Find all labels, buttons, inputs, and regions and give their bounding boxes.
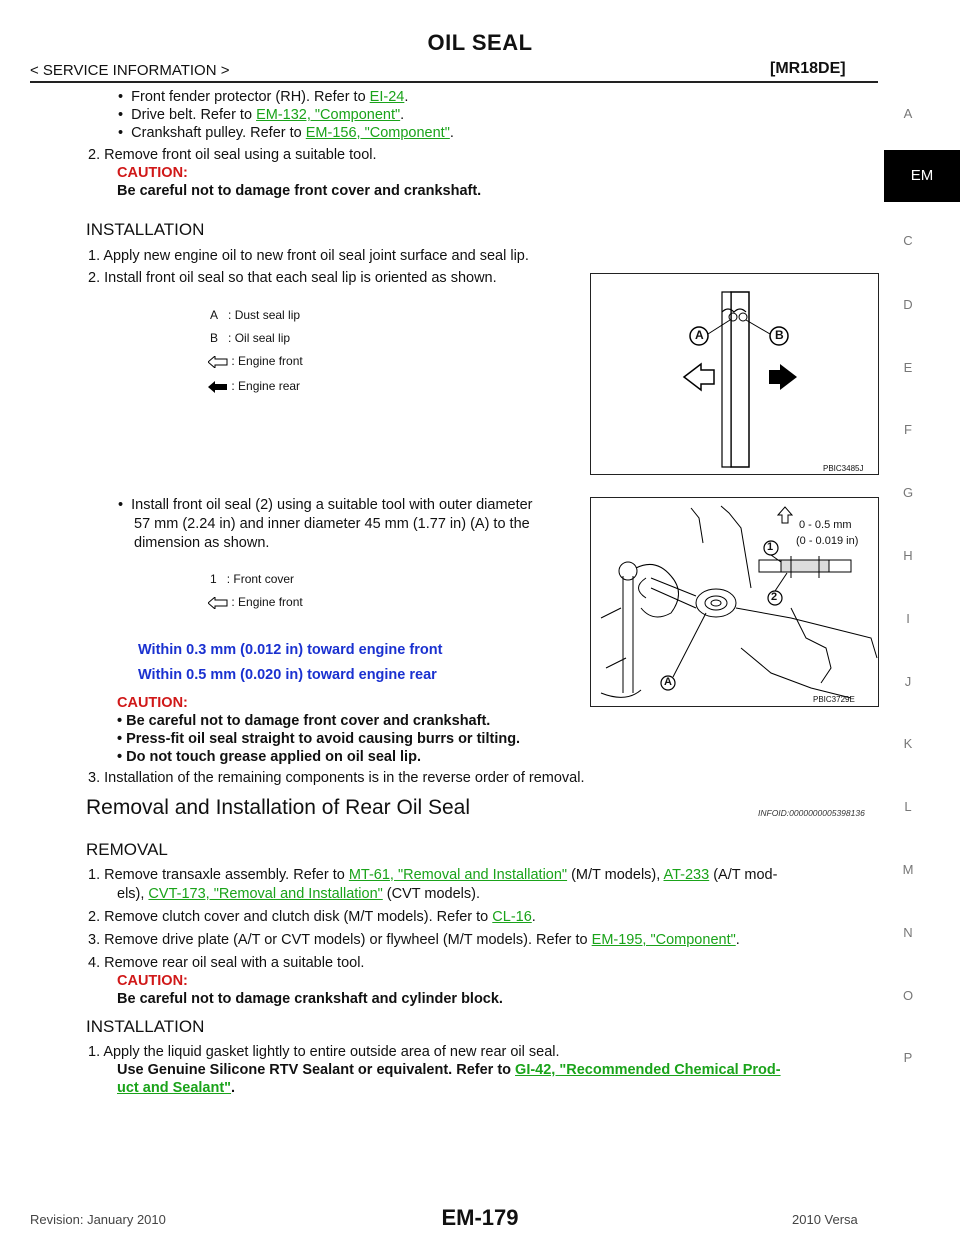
side-tab-o[interactable]: O xyxy=(902,988,914,1003)
seal-lip-diagram xyxy=(591,274,878,474)
revision-date: Revision: January 2010 xyxy=(30,1212,166,1227)
callout-a: A xyxy=(695,328,704,342)
link-cl-16[interactable]: CL-16 xyxy=(492,909,532,925)
front-seal-install-figure xyxy=(590,497,879,707)
page-title: OIL SEAL xyxy=(427,30,533,55)
within-rear-spec: Within 0.5 mm (0.020 in) toward engine rear xyxy=(138,667,437,683)
section-label: < SERVICE INFORMATION > xyxy=(30,62,230,79)
page-number: EM-179 xyxy=(441,1205,519,1230)
install-step-2: 2. Install front oil seal so that each seal lip is oriented as shown. xyxy=(88,270,497,286)
fig2-legend xyxy=(210,572,303,618)
step-text: 1. Remove transaxle assembly. Refer to xyxy=(88,867,349,883)
outline-arrow-icon xyxy=(208,597,228,609)
caution-text: Be careful not to damage front cover and crankshaft. xyxy=(117,183,482,199)
figure-id: PBIC3729E xyxy=(813,695,855,704)
side-tab-n[interactable]: N xyxy=(903,925,913,940)
rear-seal-heading: Removal and Installation of Rear Oil Seal xyxy=(86,796,471,819)
callout-1: 1 xyxy=(767,541,774,553)
callout-b: B xyxy=(775,328,784,342)
seal-lip-figure xyxy=(590,273,879,475)
removal-step-1-cont xyxy=(117,886,480,902)
link-gi-42-cont[interactable]: uct and Sealant" xyxy=(117,1080,232,1096)
step-text: (CVT models). xyxy=(382,886,481,902)
dimension-in: (0 - 0.019 in) xyxy=(796,535,859,547)
removal-step-3 xyxy=(88,932,740,948)
caution-item: • Be careful not to damage front cover and crankshaft. xyxy=(117,713,491,729)
side-tab-m[interactable]: M xyxy=(902,862,914,877)
legend-key: 1 xyxy=(210,572,217,586)
caution-label: CAUTION: xyxy=(117,973,188,989)
legend-text: : Engine rear xyxy=(231,379,301,393)
rear-install-step-1: 1. Apply the liquid gasket lightly to entire outside area of new rear oil seal. xyxy=(88,1044,560,1060)
rear-install-note xyxy=(117,1062,781,1078)
bullet-crank-pulley: • Crankshaft pulley. Refer to EM-156, "Component". xyxy=(118,125,454,141)
side-tab-g[interactable]: G xyxy=(902,485,914,500)
rear-install-note-cont xyxy=(117,1080,235,1096)
step-text: 3. Remove drive plate (A/T or CVT models) or flywheel (M/T models). Refer to xyxy=(88,932,592,948)
install-step-1: 1. Apply new engine oil to new front oil seal joint surface and seal lip. xyxy=(88,248,529,264)
fig1-legend xyxy=(210,308,303,402)
step-text: (A/T mod- xyxy=(709,867,778,883)
figure-id: PBIC3485J xyxy=(823,464,864,473)
removal-step-2 xyxy=(88,909,536,925)
bullet-fender: • Front fender protector (RH). Refer to EI-24. xyxy=(118,89,409,105)
link-em-156[interactable]: EM-156, "Component" xyxy=(305,125,450,141)
legend-text: : Engine front xyxy=(231,595,303,609)
link-at-233[interactable]: AT-233 xyxy=(663,867,710,883)
caution-text: Be careful not to damage crankshaft and cylinder block. xyxy=(117,991,503,1007)
bullet-text: Install front oil seal (2) using a suitable tool with outer diameter xyxy=(131,497,533,513)
side-tab-a[interactable]: A xyxy=(903,106,913,121)
link-ei-24[interactable]: EI-24 xyxy=(369,89,405,105)
install-bullet-line1: • Install front oil seal (2) using a suitable tool with outer diameter xyxy=(118,497,533,513)
caution-item: • Do not touch grease applied on oil seal lip. xyxy=(117,749,421,765)
link-gi-42[interactable]: GI-42, "Recommended Chemical Prod- xyxy=(515,1062,781,1078)
caution-label: CAUTION: xyxy=(117,695,188,711)
step-text: . xyxy=(531,909,536,925)
side-tab-p[interactable]: P xyxy=(903,1050,913,1065)
caution-label: CAUTION: xyxy=(117,165,188,181)
install-bullet-line3: dimension as shown. xyxy=(134,535,270,551)
bullet-after: . xyxy=(449,125,454,141)
bullet-drive-belt: • Drive belt. Refer to EM-132, "Component". xyxy=(118,107,405,123)
legend-key: B xyxy=(210,331,219,345)
removal-step-1 xyxy=(88,867,777,883)
side-tab-f[interactable]: F xyxy=(904,422,912,437)
side-tab-j[interactable]: J xyxy=(904,674,912,689)
bullet-text: Crankshaft pulley. Refer to xyxy=(131,125,306,141)
step-text: els), xyxy=(117,886,149,902)
callout-a: A xyxy=(664,676,672,688)
caution-item: • Press-fit oil seal straight to avoid causing burrs or tilting. xyxy=(117,731,521,747)
link-cvt-173[interactable]: CVT-173, "Removal and Installation" xyxy=(148,886,383,902)
info-id: INFOID:0000000005398136 xyxy=(758,808,865,818)
vehicle-model: 2010 Versa xyxy=(792,1212,858,1227)
bullet-text: Drive belt. Refer to xyxy=(131,107,257,123)
step-text: . xyxy=(735,932,740,948)
dimension-mm: 0 - 0.5 mm xyxy=(799,519,852,531)
step-text: (M/T models), xyxy=(567,867,664,883)
step-remove-front-seal: 2. Remove front oil seal using a suitable tool. xyxy=(88,147,377,163)
legend-key: A xyxy=(210,308,219,322)
within-front-spec: Within 0.3 mm (0.012 in) toward engine front xyxy=(138,642,443,658)
side-tab-i[interactable]: I xyxy=(906,611,910,626)
side-tab-e[interactable]: E xyxy=(903,360,913,375)
side-tab-c[interactable]: C xyxy=(903,233,913,248)
removal-step-4: 4. Remove rear oil seal with a suitable tool. xyxy=(88,955,365,971)
legend-text: : Front cover xyxy=(226,572,295,586)
installation-heading-2: INSTALLATION xyxy=(86,1017,205,1036)
link-em-195[interactable]: EM-195, "Component" xyxy=(591,932,736,948)
bullet-text: Front fender protector (RH). Refer to xyxy=(131,89,370,105)
side-tab-h[interactable]: H xyxy=(903,548,913,563)
legend-text: : Oil seal lip xyxy=(228,331,291,345)
side-tab-em[interactable]: EM xyxy=(884,150,960,202)
installation-heading: INSTALLATION xyxy=(86,220,205,239)
solid-arrow-icon xyxy=(208,381,228,393)
note-text: Use Genuine Silicone RTV Sealant or equivalent. Refer to xyxy=(117,1062,516,1078)
install-bullet-line2: 57 mm (2.24 in) and inner diameter 45 mm (1.77 in) (A) to the xyxy=(134,516,530,532)
link-em-132[interactable]: EM-132, "Component" xyxy=(256,107,401,123)
bullet-after: . xyxy=(400,107,405,123)
install-step-3: 3. Installation of the remaining components is in the reverse order of removal. xyxy=(88,770,585,786)
side-tab-k[interactable]: K xyxy=(903,736,913,751)
legend-text: : Dust seal lip xyxy=(228,308,301,322)
model-label: [MR18DE] xyxy=(770,60,846,77)
header-rule xyxy=(30,81,878,83)
link-mt-61[interactable]: MT-61, "Removal and Installation" xyxy=(348,867,568,883)
side-tab-d[interactable]: D xyxy=(903,297,913,312)
note-text: . xyxy=(231,1080,236,1096)
bullet-after: . xyxy=(404,89,409,105)
removal-heading: REMOVAL xyxy=(86,840,168,859)
side-tab-l[interactable]: L xyxy=(904,799,912,814)
outline-arrow-icon xyxy=(208,356,228,368)
legend-text: : Engine front xyxy=(231,354,303,368)
step-text: 2. Remove clutch cover and clutch disk (M/T models). Refer to xyxy=(88,909,493,925)
callout-2: 2 xyxy=(771,591,778,603)
